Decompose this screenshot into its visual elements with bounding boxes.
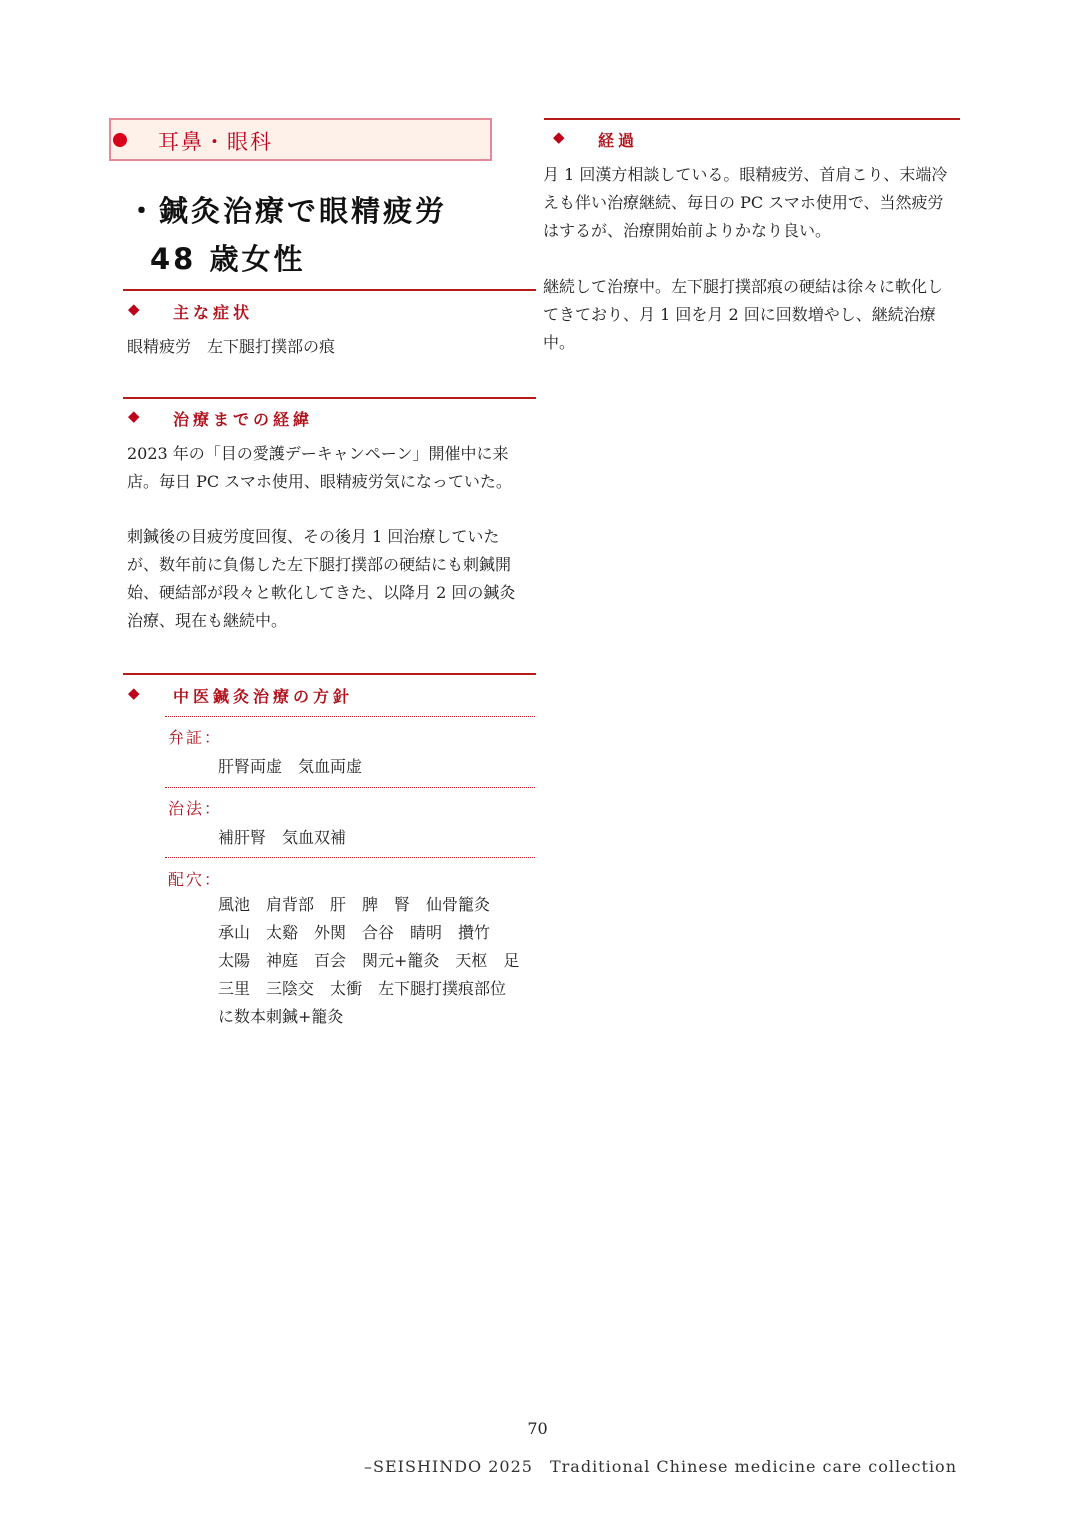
- diagnosis-label: 弁証：: [168, 728, 223, 747]
- bullet-dot-icon: [113, 133, 127, 147]
- history-paragraph-2: 刺鍼後の目疲労度回復、その後月 1 回治療していたが、数年前に負傷した左下腿打撲部の硬結にも刺鍼開始、硬結部が段々と軟化してきた、以降月 2 回の鍼灸治療、現在も継続中。: [127, 527, 516, 630]
- case-title-line1: ・鍼灸治療で眼精疲労: [127, 194, 448, 228]
- history-heading: 治療までの経緯: [173, 410, 314, 429]
- page-number: 70: [527, 1419, 548, 1438]
- points-line: 承山 太谿 外関 合谷 睛明 攢竹: [218, 923, 491, 942]
- dotted-divider: [165, 716, 535, 717]
- points-label: 配穴：: [168, 870, 223, 889]
- diamond-icon: ◆: [128, 300, 140, 318]
- progress-paragraph-1: 月 1 回漢方相談している。眼精疲労、首肩こり、末端冷えも伴い治療継続、毎日の PC スマホ使用で、当然疲労はするが、治療開始前よりかなり良い。: [543, 165, 948, 240]
- diamond-icon: ◆: [128, 407, 140, 425]
- diagnosis-value: 肝腎両虚 気血両虚: [218, 757, 363, 776]
- case-title-line2: 48 歳女性: [150, 242, 306, 276]
- section-rule: [123, 673, 536, 675]
- progress-heading: 経過: [598, 131, 639, 150]
- progress-paragraph-2: 継続して治療中。左下腿打撲部痕の硬結は徐々に軟化してきており、月 1 回を月 2 回に回数増やし、継続治療中。: [543, 277, 944, 352]
- diamond-icon: ◆: [553, 128, 565, 146]
- section-rule: [123, 289, 536, 291]
- dotted-divider: [165, 787, 535, 788]
- symptoms-heading: 主な症状: [173, 303, 254, 322]
- section-rule: [123, 397, 536, 399]
- diamond-icon: ◆: [128, 684, 140, 702]
- points-list: [218, 891, 538, 1031]
- policy-heading: 中医鍼灸治療の方針: [173, 687, 354, 706]
- points-line: 風池 肩背部 肝 脾 腎 仙骨籠灸: [218, 895, 491, 914]
- points-line: 三里 三陰交 太衝 左下腿打撲痕部位: [218, 979, 507, 998]
- points-line: 太陽 神庭 百会 関元+籠灸 天枢 足: [218, 951, 520, 970]
- history-paragraph-1: 2023 年の「目の愛護デーキャンペーン」開催中に来店。毎日 PC スマホ使用、眼精疲労気になっていた。: [127, 444, 512, 491]
- points-line: に数本刺鍼+籠灸: [218, 1007, 344, 1026]
- symptoms-text: 眼精疲労 左下腿打撲部の痕: [127, 337, 336, 356]
- section-rule: [544, 118, 960, 120]
- method-value: 補肝腎 気血双補: [218, 828, 347, 847]
- footer-text: –SEISHINDO 2025 Traditional Chinese medicine care collection: [364, 1457, 957, 1476]
- method-label: 治法：: [168, 799, 223, 818]
- category-label: 耳鼻・眼科: [158, 130, 273, 154]
- dotted-divider: [165, 857, 535, 858]
